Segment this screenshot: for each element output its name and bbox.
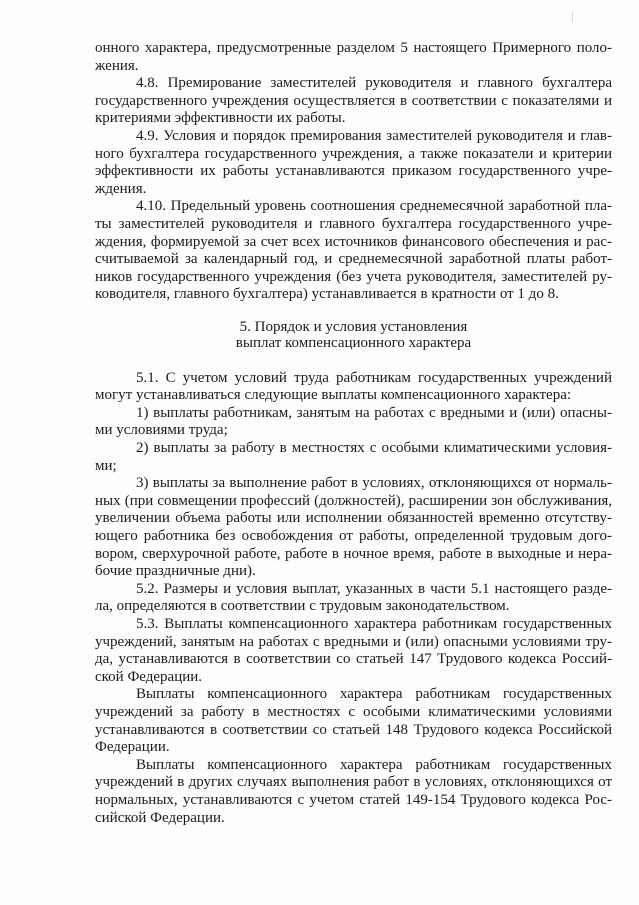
text-line: учреждений, занятым на работах с вредными и (или) опасными условиями тру- bbox=[95, 633, 612, 650]
text-line: считываемой за календарный год, и среднемесячной заработной платы работ- bbox=[95, 251, 612, 268]
text-line: 1) выплаты работникам, занятым на работах с вредными и (или) опасны- bbox=[136, 404, 612, 421]
text-line: ников государственного учреждения (без учета руководителя, заместителей ру- bbox=[95, 268, 612, 285]
paragraphs-before-section bbox=[95, 40, 612, 304]
text-line: ской Федерации. bbox=[95, 668, 203, 685]
text-line: нормальных, устанавливаются с учетом статей 149-154 Трудового кодекса Рос- bbox=[95, 791, 612, 808]
text-line: сийской Федерации. bbox=[95, 809, 225, 826]
paragraph bbox=[95, 440, 612, 475]
text-line: ждения. bbox=[95, 180, 147, 197]
text-line: устанавливаются в соответствии со статьей 148 Трудового кодекса Российской bbox=[95, 721, 612, 738]
text-line: ми; bbox=[95, 457, 117, 474]
text-line: 5.2. Размеры и условия выплат, указанных в части 5.1 настоящего разде- bbox=[136, 580, 612, 597]
text-line: ла, определяются в соответствии с трудовым законодательством. bbox=[95, 598, 510, 615]
text-line: учреждений в других случаях выполнения работ в условиях, отклоняющихся от bbox=[95, 774, 612, 791]
paragraphs-after-section bbox=[95, 370, 612, 827]
text-line: 5.3. Выплаты компенсационного характера работникам государственных bbox=[136, 616, 612, 632]
section-heading-line: 5. Порядок и условия установления bbox=[239, 318, 468, 335]
text-line: ководителя, главного бухгалтера) устанавливается в кратности от 1 до 8. bbox=[95, 286, 559, 303]
text-line: критериями эффективности их работы. bbox=[95, 110, 346, 127]
document-body bbox=[95, 40, 612, 827]
text-line: учреждений за работу в местностях с особыми климатическими условиями bbox=[95, 703, 612, 720]
text-line: 4.8. Премирование заместителей руководителя и главного бухгалтера bbox=[136, 75, 612, 92]
text-line: 2) выплаты за работу в местностях с особыми климатическими условия- bbox=[136, 440, 612, 457]
paragraph bbox=[95, 475, 612, 581]
text-line: жения. bbox=[95, 57, 139, 74]
paragraph bbox=[95, 686, 612, 756]
text-line: увеличении объема работы или исполнении обязанностей временно отсутству- bbox=[95, 510, 612, 527]
paragraph bbox=[95, 128, 612, 198]
paragraph bbox=[95, 198, 612, 304]
paragraph bbox=[95, 757, 612, 827]
paragraph bbox=[95, 75, 612, 128]
text-line: 4.9. Условия и порядок премирования заместителей руководителя и глав- bbox=[136, 127, 612, 144]
text-line: Выплаты компенсационного характера работникам государственных bbox=[136, 686, 612, 703]
text-line: ных (при совмещении профессий (должностей), расширении зон обслуживания, bbox=[95, 492, 612, 509]
text-line: могут устанавливаться следующие выплаты компенсационного характера: bbox=[95, 387, 572, 404]
text-line: Выплаты компенсационного характера работникам государственных bbox=[136, 756, 612, 773]
section-heading-line: выплат компенсационного характера bbox=[235, 335, 472, 352]
text-line: 5.1. С учетом условий труда работникам государственных учреждений bbox=[136, 369, 612, 386]
section-heading bbox=[95, 319, 612, 352]
text-line: да, устанавливаются в соответствии со статьей 147 Трудового кодекса Россий- bbox=[95, 651, 612, 668]
paragraph bbox=[95, 581, 612, 616]
text-line: ющего работника без освобождения от работы, определенной трудовым дого- bbox=[95, 528, 612, 545]
paragraph bbox=[95, 370, 612, 405]
text-line: 3) выплаты за выполнение работ в условиях, отклоняющихся от нормаль- bbox=[136, 475, 612, 492]
text-line: ми условиями труда; bbox=[95, 422, 228, 439]
text-line: государственного учреждения осуществляется в соответствии с показателями и bbox=[95, 92, 612, 109]
paragraph bbox=[95, 40, 612, 75]
paragraph bbox=[95, 405, 612, 440]
text-line: ты заместителей руководителя и главного бухгалтера государственного учре- bbox=[95, 215, 612, 232]
text-line: эффективности их работы устанавливаются приказом государственного учре- bbox=[95, 163, 612, 180]
text-line: 4.10. Предельный уровень соотношения среднемесячной заработной пла- bbox=[136, 198, 612, 215]
text-line: бочие праздничные дни). bbox=[95, 563, 256, 580]
text-line: Федерации. bbox=[95, 739, 170, 756]
paragraph bbox=[95, 616, 612, 686]
scan-artifact bbox=[572, 12, 576, 22]
text-line: онного характера, предусмотренные разделом 5 настоящего Примерного поло- bbox=[95, 40, 612, 56]
text-line: ного бухгалтера государственного учреждения, а также показатели и критерии bbox=[95, 145, 612, 162]
text-line: ждения, формируемой за счет всех источников финансового обеспечения и рас- bbox=[95, 233, 612, 250]
text-line: вором, сверхурочной работе, работе в ночное время, работе в выходные и нера- bbox=[95, 545, 612, 562]
